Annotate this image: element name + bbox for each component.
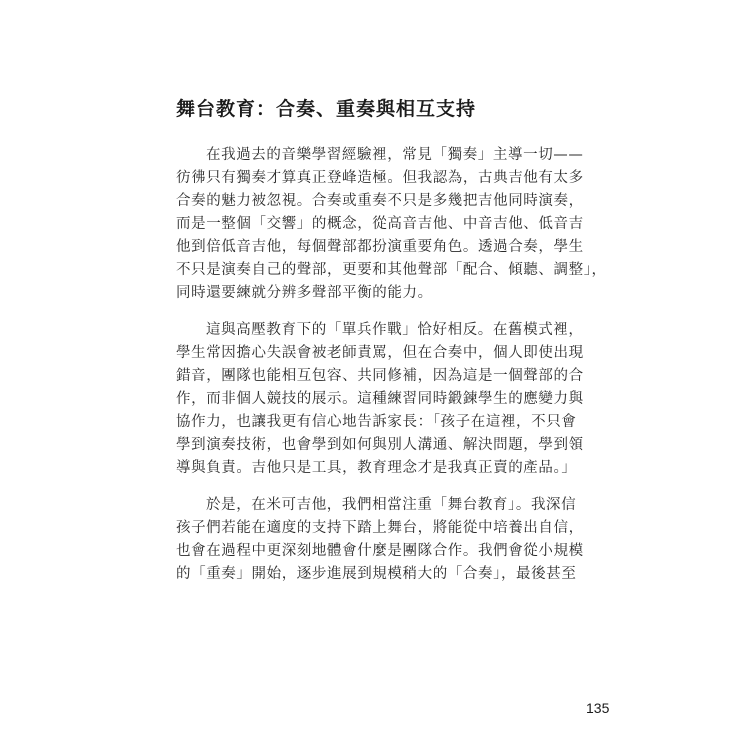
text-line: 學到演奏技術，也會學到如何與別人溝通、解決問題，學到領 xyxy=(176,437,584,453)
section-title: 舞台教育：合奏、重奏與相互支持 xyxy=(176,98,477,120)
paragraph-3 xyxy=(176,494,596,586)
paragraph-2 xyxy=(176,319,596,480)
text-line: 同時還要練就分辨多聲部平衡的能力。 xyxy=(176,285,433,301)
paragraph-1 xyxy=(176,144,607,305)
body-text xyxy=(176,144,607,600)
text-line: 導與負責。吉他只是工具，教育理念才是我真正賣的產品。」 xyxy=(176,460,577,476)
page-number: 135 xyxy=(586,700,610,716)
text-line: 這與高壓教育下的「單兵作戰」恰好相反。在舊模式裡， xyxy=(206,322,584,338)
text-line: 而是一整個「交響」的概念，從高音吉他、中音吉他、低音吉 xyxy=(176,216,584,232)
text-line: 協作力，也讓我更有信心地告訴家長：「孩子在這裡，不只會 xyxy=(176,414,577,430)
text-line: 於是，在米可吉他，我們相當注重「舞台教育」。我深信 xyxy=(206,497,577,513)
text-line: 他到倍低音吉他，每個聲部都扮演重要角色。透過合奏，學生 xyxy=(176,239,584,255)
text-line: 合奏的魅力被忽視。合奏或重奏不只是多幾把吉他同時演奏， xyxy=(176,193,584,209)
text-line: 不只是演奏自己的聲部，更要和其他聲部「配合、傾聽、調整」， xyxy=(176,262,607,278)
text-line: 錯音，團隊也能相互包容、共同修補，因為這是一個聲部的合 xyxy=(176,368,584,384)
text-line: 也會在過程中更深刻地體會什麼是團隊合作。我們會從小規模 xyxy=(176,543,584,559)
text-line: 學生常因擔心失誤會被老師責罵，但在合奏中，個人即使出現 xyxy=(176,345,584,361)
text-line: 孩子們若能在適度的支持下踏上舞台，將能從中培養出自信， xyxy=(176,520,584,536)
text-line: 的「重奏」開始，逐步進展到規模稍大的「合奏」，最後甚至 xyxy=(176,566,577,582)
text-line: 彷彿只有獨奏才算真正登峰造極。但我認為，古典吉他有太多 xyxy=(176,170,584,186)
text-line: 作，而非個人競技的展示。這種練習同時鍛鍊學生的應變力與 xyxy=(176,391,584,407)
text-line: 在我過去的音樂學習經驗裡，常見「獨奏」主導一切—— xyxy=(206,147,584,163)
